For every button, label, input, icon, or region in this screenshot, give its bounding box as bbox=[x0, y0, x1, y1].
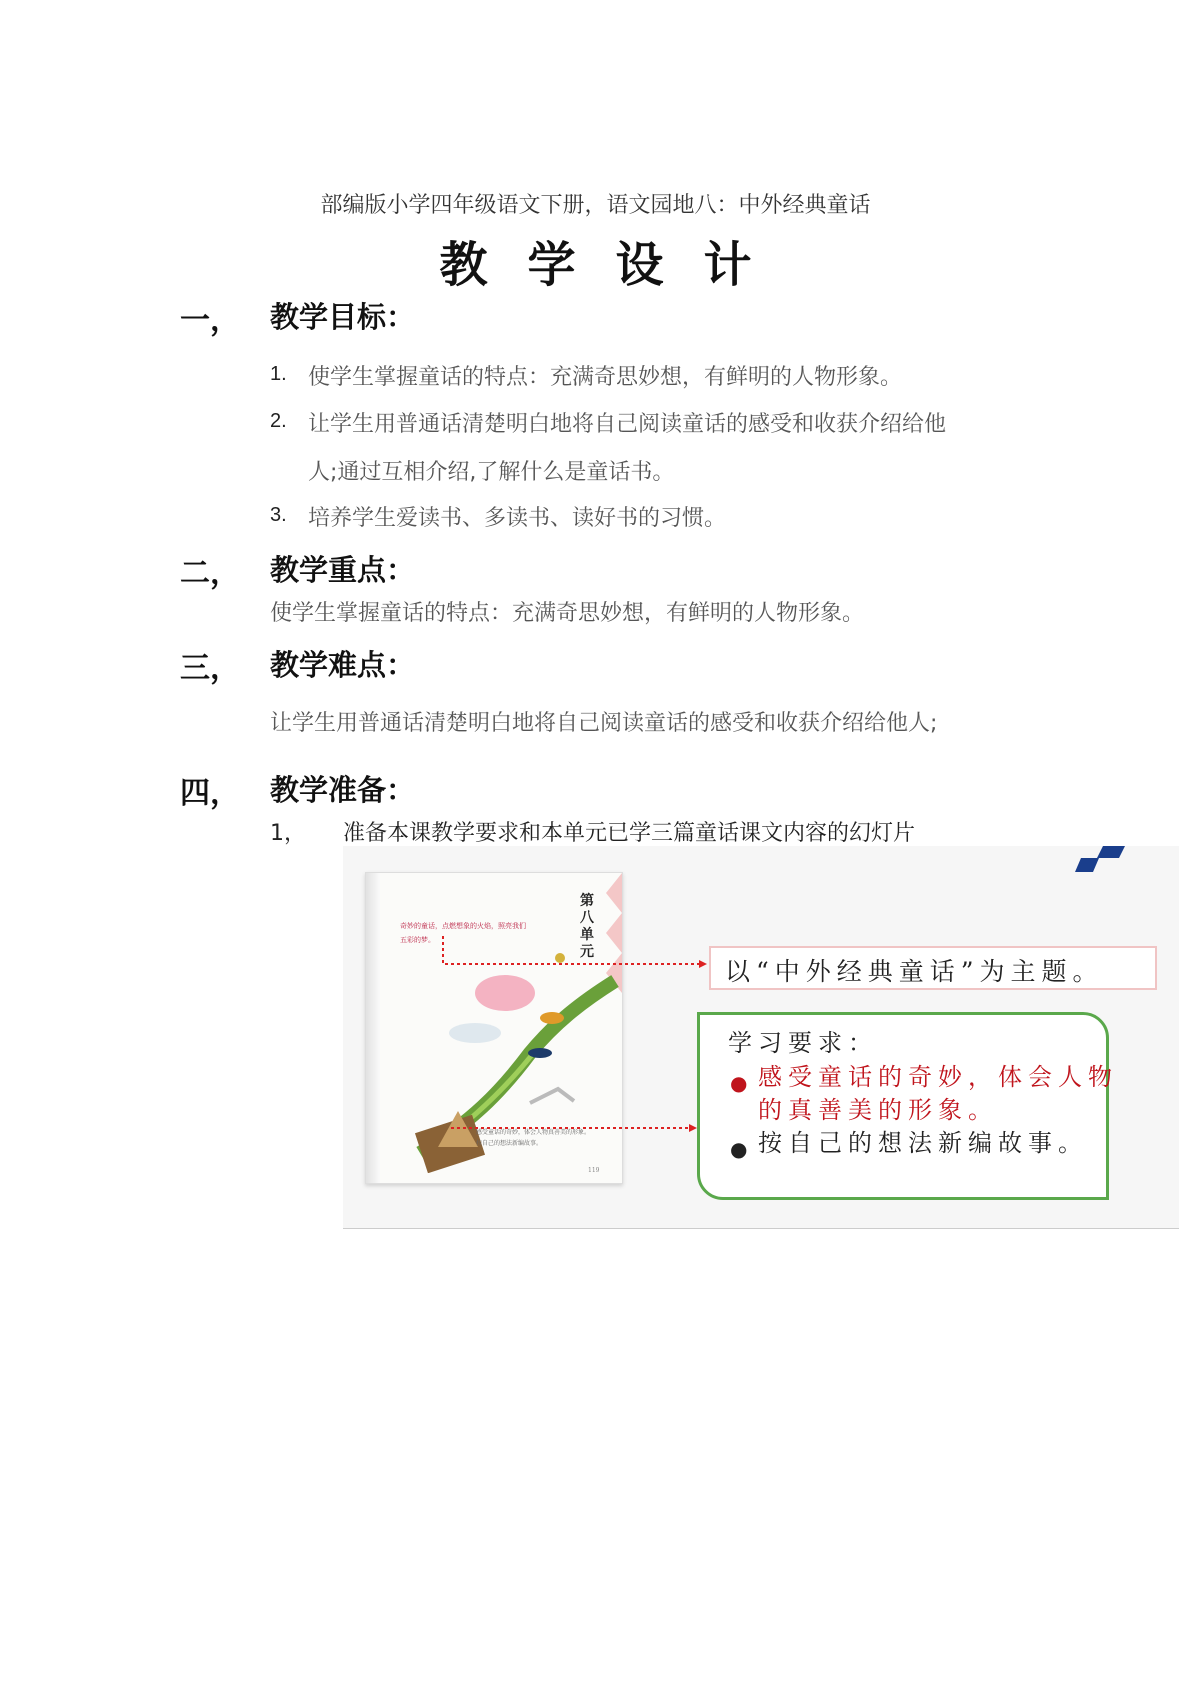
unit-requirement: 感受童话的奇妙，体会人物真善美的形象。 bbox=[476, 1129, 591, 1136]
list-item-text: 培养学生爱读书、多读书、读好书的习惯。 bbox=[308, 506, 727, 531]
list-item-text: 准备本课教学要求和本单元已学三篇童话课文内容的幻灯片 bbox=[343, 821, 916, 846]
section-heading: 教学难点： bbox=[270, 648, 416, 682]
bullet-icon: ● bbox=[730, 1137, 748, 1161]
list-item-number: 1. bbox=[270, 363, 287, 385]
unit-requirement: 按自己的想法新编故事。 bbox=[476, 1140, 543, 1147]
list-item-text: 使学生掌握童话的特点：充满奇思妙想，有鲜明的人物形象。 bbox=[308, 365, 903, 390]
theme-text: 以“中外经典童话”为主题。 bbox=[725, 957, 1104, 986]
list-item-number: 3. bbox=[270, 504, 287, 526]
section-number: 二， bbox=[180, 556, 240, 591]
page-number: 119 bbox=[588, 1167, 600, 1174]
list-item-number: 2. bbox=[270, 410, 287, 432]
list-item-number: 1， bbox=[270, 821, 306, 846]
theme-box bbox=[709, 946, 1157, 990]
list-item-text: 让学生用普通话清楚明白地将自己阅读童话的感受和收获介绍给他 bbox=[308, 412, 947, 437]
section-heading: 教学目标： bbox=[270, 300, 416, 334]
section-number: 四， bbox=[180, 776, 240, 811]
slide-image bbox=[343, 846, 1179, 1229]
section-number: 一， bbox=[180, 303, 240, 338]
section-heading: 教学重点： bbox=[270, 553, 416, 587]
difficulty-text: 让学生用普通话清楚明白地将自己阅读童话的感受和收获介绍给他人; bbox=[270, 711, 938, 736]
section-number: 三， bbox=[180, 651, 240, 686]
requirement-item: 按自己的想法新编故事。 bbox=[758, 1129, 1088, 1157]
bullet-icon: ● bbox=[730, 1071, 748, 1095]
key-point-text: 使学生掌握童话的特点：充满奇思妙想，有鲜明的人物形象。 bbox=[270, 601, 865, 626]
document-subtitle: 部编版小学四年级语文下册，语文园地八：中外经典童话 bbox=[320, 193, 871, 218]
unit-label: 第八单元 bbox=[580, 893, 594, 960]
list-item-text-continued: 人;通过互相介绍,了解什么是童话书。 bbox=[308, 460, 675, 485]
section-heading: 教学准备： bbox=[270, 773, 416, 807]
requirements-title: 学习要求： bbox=[728, 1029, 878, 1057]
unit-intro: 奇妙的童话，点燃想象的火焰，照亮我们五彩的梦。 bbox=[400, 922, 526, 944]
requirements-box bbox=[697, 1012, 1118, 1200]
document-title: 教学设计 bbox=[439, 237, 792, 293]
requirement-item: 感受童话的奇妙，体会人物的真善美的形象。 bbox=[758, 1063, 1118, 1124]
